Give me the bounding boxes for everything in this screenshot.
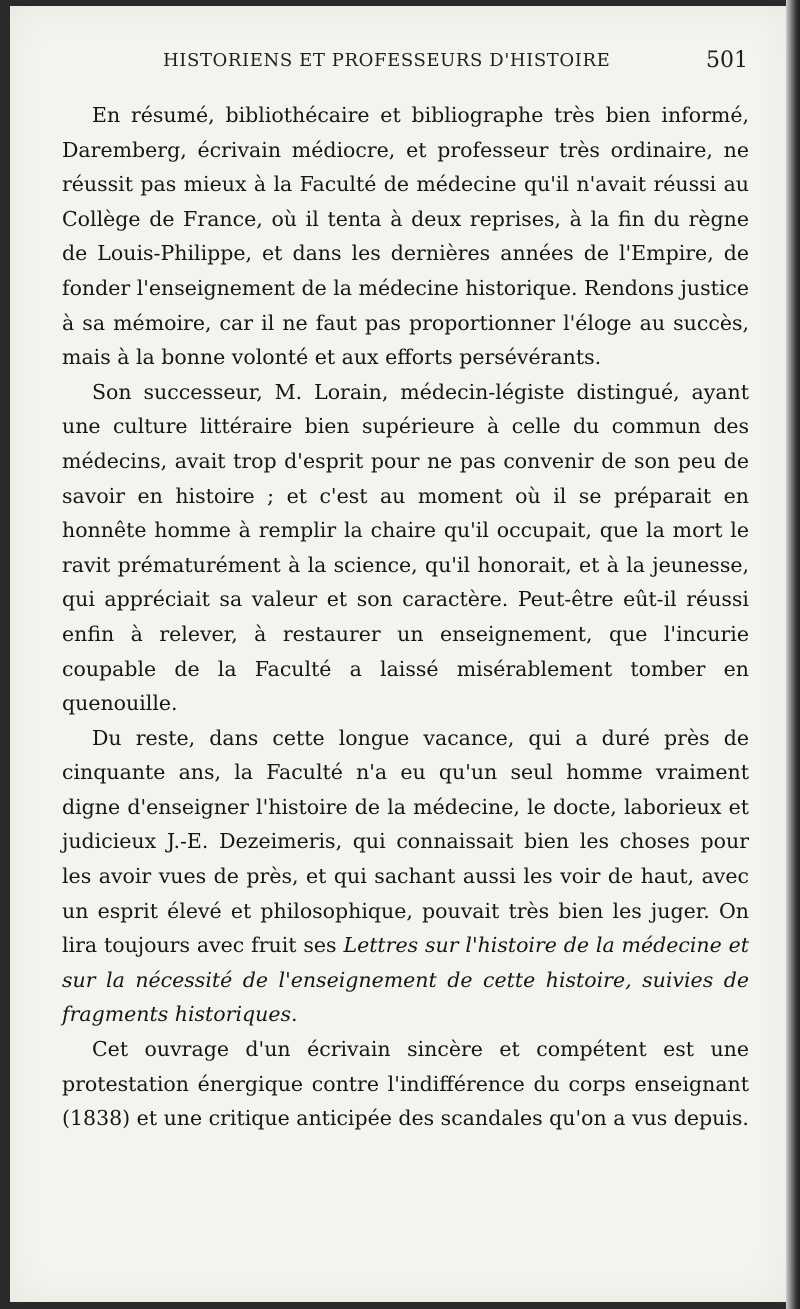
paragraph-3 — [62, 721, 749, 1032]
paragraph-4: Cet ouvrage d'un écrivain sincère et compétent est une protestation énergique contre l'indifférence du corps enseignant (1838) et une critique anticipée des scandales qu'on a vus depuis. — [62, 1037, 749, 1131]
page-header — [10, 48, 788, 84]
paragraph-2: Son successeur, M. Lorain, médecin-légiste distingué, ayant une culture littéraire bien supérieure à celle du commun des médecins, avait trop d'esprit pour ne pas convenir de son peu de savoir en histoire ; et c'est au moment où il se préparait en honnête homme à remplir la chaire qu'il occupait, que la mort le ravit prématurément à la science, qu'il honorait, et à la jeunesse, qui appréciait sa valeur et son caractère. Peut-être eût-il réussi enfin à relever, à restaurer un enseignement, que l'incurie coupable de la Faculté a laissé misérablement tomber en quenouille. — [62, 379, 749, 716]
book-page — [10, 6, 788, 1302]
page-edge-shadow — [786, 0, 800, 1309]
page-number: 501 — [706, 48, 748, 73]
paragraph-1: En résumé, bibliothécaire et bibliographe très bien informé, Daremberg, écrivain médiocre, et professeur très ordinaire, ne réussit pas mieux à la Faculté de médecine qu'il n'avait réussi au Collège de France, où il tenta à deux reprises, à la fin du règne de Louis-Philippe, et dans les dernières années de l'Empire, de fonder l'enseignement de la médecine historique. Rendons justice à sa mémoire, car il ne faut pas proportionner l'éloge au succès, mais à la bonne volonté et aux efforts persévérants. — [62, 103, 749, 370]
book-title-italic: Lettres sur l'histoire de la médecine et sur la nécessité de l'enseignement de cette histoire, suivies de fragments historiques — [62, 933, 749, 1027]
running-title: HISTORIENS ET PROFESSEURS D'HISTOIRE — [163, 50, 611, 71]
paragraph-3-text: Du reste, dans cette longue vacance, qui a duré près de cinquante ans, la Faculté n'a eu qu'un seul homme vraiment digne d'enseigner l'histoire de la médecine, le docte, laborieux et judicieux J.-E. Dezeimeris, qui connaissait bien les choses pour les avoir vues de près, et qui sachant aussi les voir de haut, avec un esprit élevé et philosophique, pouvait très bien les juger. On lira toujours avec fruit ses — [62, 725, 749, 958]
paragraph-3-end: . — [290, 1002, 298, 1027]
page-body — [62, 98, 749, 1136]
